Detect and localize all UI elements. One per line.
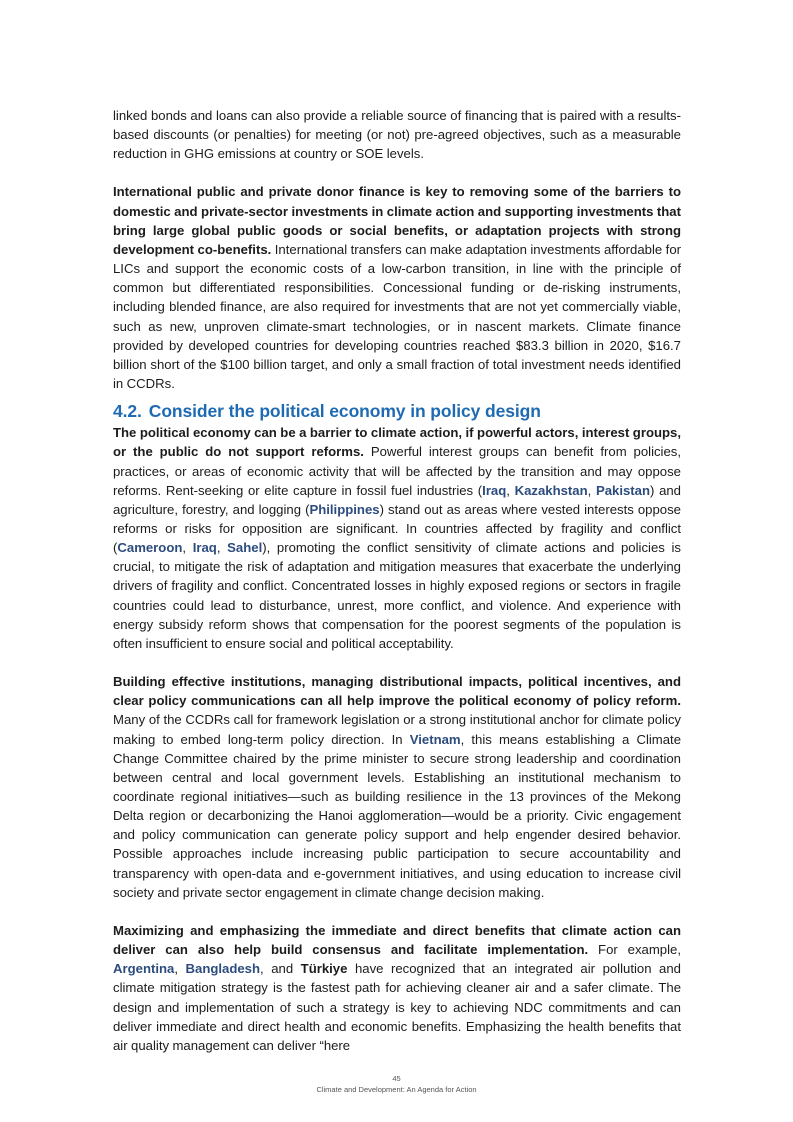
text-run: ,: [506, 482, 515, 498]
paragraphs-after-section: [113, 423, 681, 1055]
text-run: For example,: [588, 942, 681, 958]
text-run: ,: [174, 961, 186, 977]
country-name: Sahel: [227, 540, 263, 556]
text-run: , this means establishing a Climate Change Committee chaired by the prime minister to secure strong leadership and coordination between central and local government levels. Establishing an institutional mechanism to coordinate regional initiatives—such as building resilience in the 13 provinces of the Mekong Delta region or decarbonizing the Hanoi agglomeration—would be a priority. Civic engagement and policy communication can generate policy support and help engender desired behavior. Possible approaches include increasing public participation to secure accountability and transparency with open-data and e-government initiatives, and using education to increase civil society and private sector engagement in climate change decision making.: [113, 731, 682, 900]
country-name: Pakistan: [595, 482, 651, 498]
bold-lead-text: International public and private donor finance is key to removing some of the barriers to domestic and private-sector investments in climate action and supporting investments that bring large global public goods or social benefits, or adaptation projects with strong development co-benefits.: [113, 184, 681, 257]
country-name: Iraq: [192, 540, 217, 556]
paragraphs-before-section: [113, 106, 681, 393]
country-name: Bangladesh: [185, 961, 261, 977]
section-title: Consider the political economy in policy design: [148, 401, 541, 422]
text-run: ,: [182, 540, 193, 556]
text-run: Many of the CCDRs call for framework legislation or a strong institutional anchor for climate policy making to embed long-term policy direction. In: [113, 712, 681, 747]
country-name: Philippines: [309, 501, 380, 517]
text-run: ) stand out as areas where vested interests oppose reforms or risks for opposition are significant. In countries affected by fragility and conflict (: [113, 501, 681, 556]
section-number: 4.2.: [113, 401, 142, 422]
bold-lead-text: Maximizing and emphasizing the immediate and direct benefits that climate action can deliver can also help build consensus and facilitate implementation.: [113, 922, 681, 958]
report-title: Climate and Development: An Agenda for Action: [316, 1085, 477, 1094]
text-run: ), promoting the conflict sensitivity of climate actions and policies is crucial, to mitigate the risk of adaptation and mitigation measures that exacerbate the underlying drivers of fragility and conflict. Concentrated losses in highly exposed regions or sectors in fragile countries could lead to disturbance, unrest, more conflict, and violence. And experience with energy subsidy reform shows that compensation for the poorest segments of the population is often insufficient to ensure social and political acceptability.: [113, 540, 681, 651]
text-run: , and: [260, 961, 301, 977]
text-run: have recognized that an integrated air pollution and climate mitigation strategy is the fastest path for achieving cleaner air and a safer climate. The design and implementation of such a strategy is key to achieving NDC commitments and can deliver immediate and direct health and economic benefits. Emphasizing the health benefits that air quality management can deliver “here: [113, 961, 681, 1053]
page-number: 45: [392, 1074, 401, 1083]
text-run: linked bonds and loans can also provide a reliable source of financing that is paired with a results-based discounts (or penalties) for meeting (or not) pre-agreed objectives, such as a measurable reduction in GHG emissions at country or SOE levels.: [113, 108, 681, 162]
country-name: Kazakhstan: [514, 482, 588, 498]
country-name: Iraq: [482, 482, 507, 498]
country-name: Cameroon: [117, 540, 183, 556]
bold-lead-text: The political economy can be a barrier to climate action, if powerful actors, interest groups, or the public do not support reforms.: [113, 425, 681, 460]
country-name: Argentina: [113, 961, 175, 977]
body-paragraph: [113, 672, 681, 902]
text-run: ) and agriculture, forestry, and logging (: [113, 482, 681, 517]
text-run: International transfers can make adaptation investments affordable for LICs and support the economic costs of a low-carbon transition, in line with the principle of common but differentiated responsibilities. Concessional funding or de-risking instruments, including blended finance, are also required for investments that are not yet commercially viable, such as new, unproven climate-smart technologies, or in nascent markets. Climate finance provided by developed countries for developing countries reached $83.3 billion in 2020, $16.7 billion short of the $100 billion target, and only a small fraction of total investment needs identified in CCDRs.: [113, 241, 682, 392]
text-run: ,: [587, 482, 596, 498]
text-run: Powerful interest groups can benefit from policies, practices, or areas of economic activity that will be affected by the transition and may oppose reforms. Rent-seeking or elite capture in fossil fuel industries (: [113, 444, 682, 498]
country-name: Vietnam: [409, 731, 461, 747]
bold-lead-text: Building effective institutions, managing distributional impacts, political incentives, and clear policy communications can all help improve the political economy of policy reform.: [113, 674, 681, 709]
page-content: [113, 106, 681, 1055]
text-run: ,: [216, 540, 228, 556]
section-heading: [113, 399, 681, 423]
body-paragraph: [113, 106, 681, 163]
body-paragraph: [113, 921, 681, 1055]
bold-lead-text: Türkiye: [300, 961, 348, 977]
body-paragraph: [113, 182, 681, 393]
body-paragraph: [113, 423, 681, 653]
